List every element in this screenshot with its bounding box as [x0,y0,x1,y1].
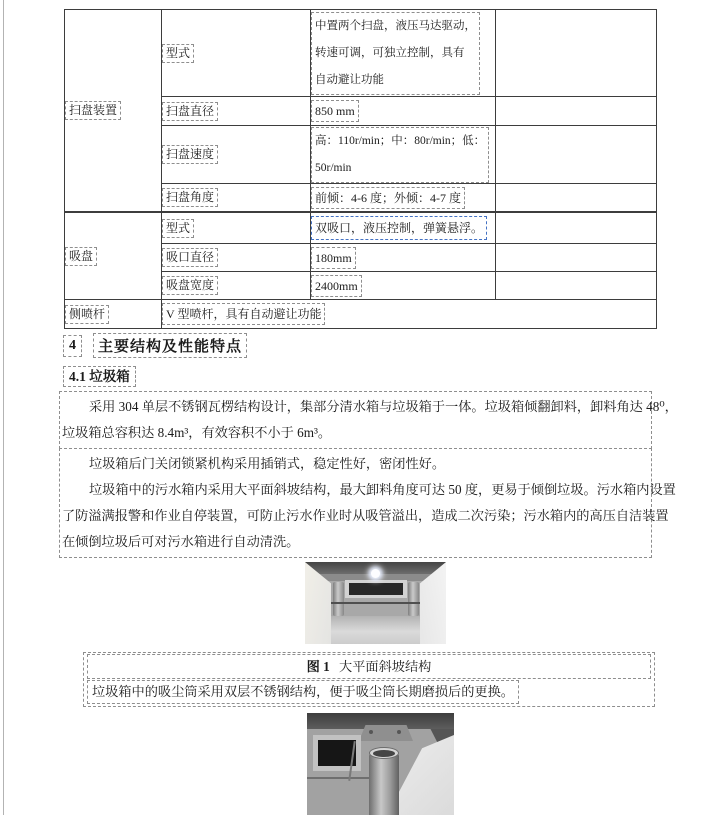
paragraph-block-2 [59,448,676,558]
paragraph-line: 垃圾箱后门关闭锁紧机构采用插销式，稳定性好，密闭性好。 [89,456,446,471]
row-label-type2: 型式 [162,219,194,238]
row-label-suction-width: 吸盘宽度 [162,276,218,295]
garbage-box-interior-photo [305,562,446,644]
photo-left-cylinder [333,582,344,616]
spec-table [64,9,657,329]
paragraph-line: 垃圾箱总容积达 8.4m³，有效容积不小于 6m³。 [62,425,332,440]
row-value-sweep-speed: 高：110r/min；中：80r/min；低： 50r/min [311,127,489,183]
figure-title: 大平面斜坡结构 [339,659,432,674]
section-title: 主要结构及性能特点 [93,333,247,358]
suction-cylinder-photo [307,713,454,815]
photo-weld-seam [307,777,371,779]
paragraph-block-1 [59,391,678,449]
photo-cross-bar [329,602,423,604]
empty-cell [496,97,657,126]
figure-caption [87,654,651,679]
section-heading [63,333,247,358]
figure-caption-block [83,652,655,707]
row-label-sweep-angle: 扫盘角度 [162,188,218,207]
photo-bolt [369,730,373,734]
subsection-heading [63,365,136,386]
empty-cell [496,184,657,213]
row-label-sweep-speed: 扫盘速度 [162,145,218,164]
empty-cell [496,212,657,244]
group-label-side-spray-bar: 侧喷杆 [65,305,109,324]
table-row [65,10,657,97]
empty-cell [496,244,657,272]
group-label-suction-disc: 吸盘 [65,247,97,266]
photo-suction-cylinder [369,753,399,815]
paragraph-line: 了防溢满报警和作业自停装置，可防止污水作业时从吸管溢出，造成二次污染；污水箱内的高压自洁装置 [62,508,669,523]
section-number: 4 [63,335,82,357]
group-label-sweep-device: 扫盘装置 [65,101,121,120]
row-label-type: 型式 [162,44,194,63]
photo-right-cylinder [408,582,419,616]
subsection-title: 4.1 垃圾箱 [63,366,136,387]
row-value-side-spray-bar: V 型喷杆，具有自动避让功能 [162,303,325,325]
paragraph-line: 在倾倒垃圾后可对污水箱进行自动清洗。 [62,534,300,549]
row-value-type: 中置两个扫盘，液压马达驱动， 转速可调，可独立控制，具有 自动避让功能 [311,12,480,95]
empty-cell [496,272,657,300]
photo-bracket [359,725,413,741]
photo-bolt [397,730,401,734]
dust-cylinder-paragraph: 垃圾箱中的吸尘筒采用双层不锈钢结构，便于吸尘筒长期磨损后的更换。 [87,680,519,704]
row-value-suction-width: 2400mm [311,275,362,297]
table-row [65,212,657,244]
row-label-sweep-diameter: 扫盘直径 [162,102,218,121]
photo-cylinder-mouth [373,750,395,757]
paragraph-line: 采用 304 单层不锈钢瓦楞结构设计，集部分清水箱与垃圾箱于一体。垃圾箱倾翻卸料，卸料角达 48⁰， [89,399,678,414]
photo-light-spot [371,569,380,578]
empty-cell [496,10,657,97]
row-value-mouth-diameter: 180mm [311,247,356,269]
paragraph-line: 垃圾箱中的污水箱内采用大平面斜坡结构，最大卸料角度可达 50 度，更易于倾倒垃圾。污水箱内设置 [89,482,676,497]
empty-cell [496,126,657,184]
row-value-sweep-angle: 前倾：4-6 度；外倾：4-7 度 [311,187,465,209]
table-row [65,300,657,329]
row-value-sweep-diameter: 850 mm [311,100,359,122]
row-value-type2-highlighted: 双吸口，液压控制，弹簧悬浮。 [311,216,487,240]
page-left-margin-rule [3,0,4,815]
row-label-mouth-diameter: 吸口直径 [162,248,218,267]
figure-label: 图 1 [306,659,330,674]
photo-window-opening [349,583,403,595]
